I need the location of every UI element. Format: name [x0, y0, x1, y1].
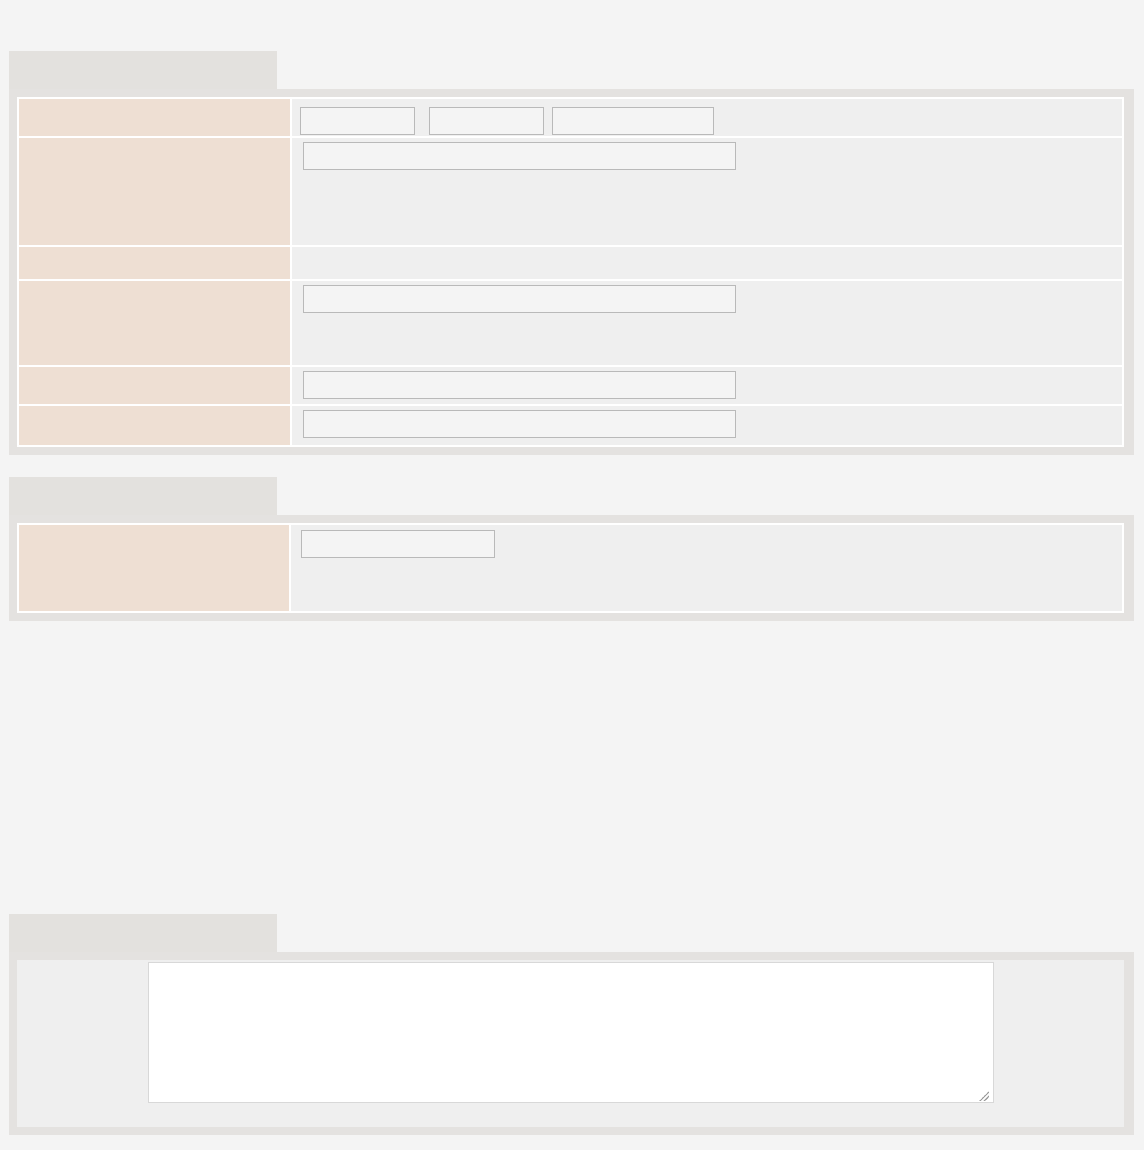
member-institute-value [290, 247, 1122, 281]
first-name-input[interactable] [300, 107, 415, 135]
patron-panel [9, 89, 1134, 455]
biblio-form-table [19, 525, 1122, 611]
pages-input[interactable] [301, 530, 495, 558]
department-input[interactable] [303, 285, 736, 313]
pages-row [19, 525, 1122, 611]
department-row [19, 281, 1122, 367]
note-panel [9, 952, 1134, 1135]
patron-name-label [19, 99, 290, 138]
id-number-label [19, 138, 290, 247]
phone-row [19, 367, 1122, 406]
member-institute-row [19, 247, 1122, 281]
biblio-section-heading [9, 477, 277, 515]
member-institute-label [19, 247, 290, 281]
patron-section-heading [9, 51, 277, 89]
email-input[interactable] [303, 410, 736, 438]
department-label [19, 281, 290, 367]
note-section-heading [9, 914, 277, 952]
patron-name-row [19, 99, 1122, 138]
last-name-input[interactable] [552, 107, 714, 135]
resize-grip-icon[interactable] [979, 1091, 989, 1101]
note-textarea[interactable] [148, 962, 994, 1103]
email-row [19, 406, 1122, 445]
id-number-row [19, 138, 1122, 247]
pages-label [19, 525, 289, 611]
email-label [19, 406, 290, 445]
phone-input[interactable] [303, 371, 736, 399]
id-number-input[interactable] [303, 142, 736, 170]
phone-label [19, 367, 290, 406]
biblio-panel [9, 515, 1134, 621]
middle-name-input[interactable] [429, 107, 544, 135]
patron-form-table [19, 99, 1122, 445]
